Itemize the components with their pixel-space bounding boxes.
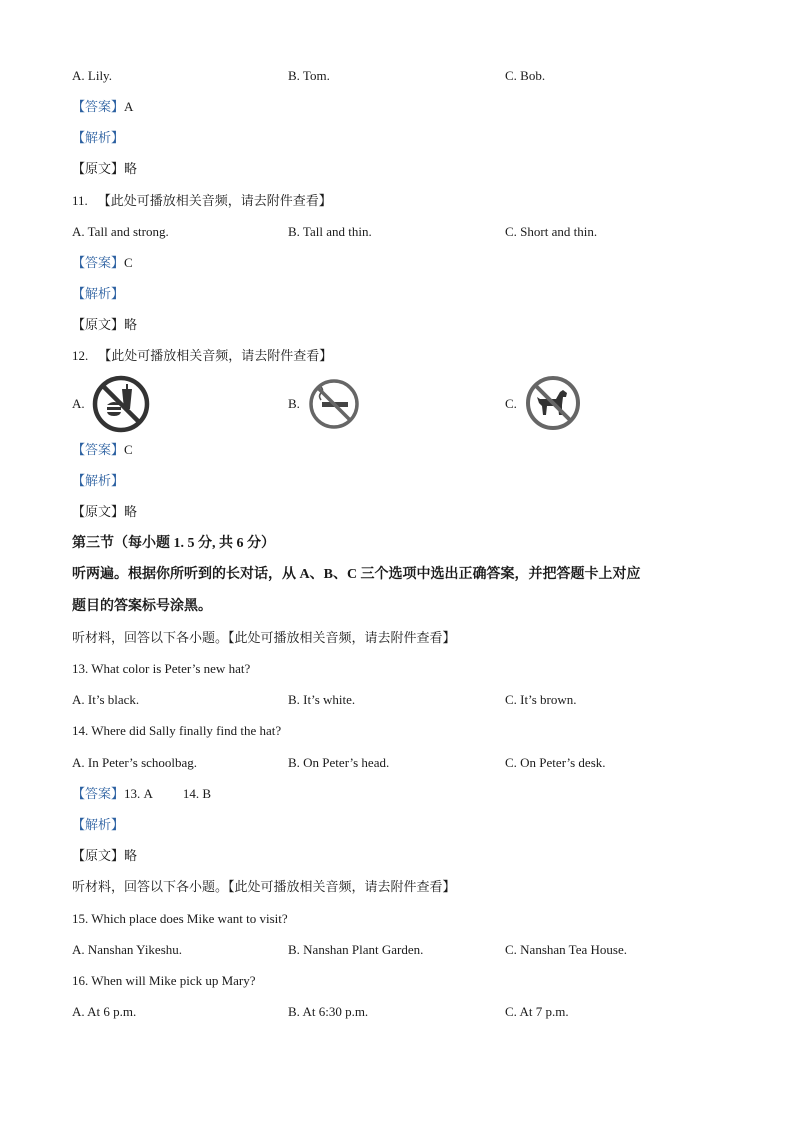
original-tag: 【原文】 xyxy=(72,317,125,332)
audio-prompt: 【此处可播放相关音频，请去附件查看】 xyxy=(97,193,332,208)
q13-option-b: B. It’s white. xyxy=(288,692,356,707)
group2-intro: 听材料，回答以下各小题。【此处可播放相关音频，请去附件查看】 xyxy=(72,879,456,894)
q11-prompt xyxy=(72,192,332,210)
q13-option-a: A. It’s black. xyxy=(72,692,140,707)
original-value: 略 xyxy=(124,848,138,863)
q15-text: 15. Which place does Mike want to visit? xyxy=(72,911,288,926)
answer-13: 13. A xyxy=(124,786,153,801)
no-food-drink-icon xyxy=(92,375,150,433)
q10-analysis: 【解析】 xyxy=(72,130,125,145)
q12-option-a-letter: A. xyxy=(72,396,85,411)
q10-option-a: A. Lily. xyxy=(72,68,112,83)
group1-analysis: 【解析】 xyxy=(72,817,125,832)
q11-option-b: B. Tall and thin. xyxy=(288,224,372,239)
q11-original xyxy=(72,316,137,334)
q16-option-a: A. At 6 p.m. xyxy=(72,1004,137,1019)
q12-option-b-letter: B. xyxy=(288,396,300,411)
q15-option-c: C. Nanshan Tea House. xyxy=(505,942,627,957)
q13-text: 13. What color is Peter’s new hat? xyxy=(72,661,251,676)
section3-instruction-line1: 听两遍。根据你所听到的长对话，从 A、B、C 三个选项中选出正确答案，并把答题卡上对应 xyxy=(72,567,641,582)
q14-option-c: C. On Peter’s desk. xyxy=(505,755,606,770)
question-number: 12. xyxy=(72,348,89,363)
q10-original xyxy=(72,160,137,178)
original-tag: 【原文】 xyxy=(72,848,125,863)
group1-intro: 听材料，回答以下各小题。【此处可播放相关音频，请去附件查看】 xyxy=(72,630,456,645)
answer-tag: 【答案】 xyxy=(72,786,125,801)
q12-prompt xyxy=(72,347,332,365)
q15-option-b: B. Nanshan Plant Garden. xyxy=(288,942,424,957)
answer-tag: 【答案】 xyxy=(72,442,125,457)
section3-instruction-line2: 题目的答案标号涂黑。 xyxy=(72,599,212,614)
q16-text: 16. When will Mike pick up Mary? xyxy=(72,973,256,988)
q11-option-c: C. Short and thin. xyxy=(505,224,598,239)
q16-option-c: C. At 7 p.m. xyxy=(505,1004,569,1019)
q10-answer xyxy=(72,98,133,116)
answer-tag: 【答案】 xyxy=(72,255,125,270)
q15-option-a: A. Nanshan Yikeshu. xyxy=(72,942,183,957)
q11-answer xyxy=(72,254,133,272)
no-smoking-icon xyxy=(308,378,360,430)
answer-value: C xyxy=(124,255,133,270)
original-tag: 【原文】 xyxy=(72,161,125,176)
q14-option-a: A. In Peter’s schoolbag. xyxy=(72,755,198,770)
audio-prompt: 【此处可播放相关音频，请去附件查看】 xyxy=(98,348,333,363)
q12-answer xyxy=(72,441,133,459)
original-tag: 【原文】 xyxy=(72,504,125,519)
q10-option-b: B. Tom. xyxy=(288,68,330,83)
q10-option-c: C. Bob. xyxy=(505,68,546,83)
q11-option-a: A. Tall and strong. xyxy=(72,224,169,239)
answer-value: A xyxy=(124,99,134,114)
answer-tag: 【答案】 xyxy=(72,99,125,114)
section3-title: 第三节（每小题 1. 5 分, 共 6 分） xyxy=(72,536,275,551)
original-value: 略 xyxy=(124,504,138,519)
question-number: 11. xyxy=(72,193,88,208)
answer-14: 14. B xyxy=(182,786,212,801)
original-value: 略 xyxy=(124,161,138,176)
answer-value: C xyxy=(124,442,133,457)
q13-option-c: C. It’s brown. xyxy=(505,692,577,707)
group1-original xyxy=(72,847,137,865)
group1-answer xyxy=(72,785,211,803)
no-dogs-icon xyxy=(525,375,581,431)
q12-original xyxy=(72,503,137,521)
q16-option-b: B. At 6:30 p.m. xyxy=(288,1004,369,1019)
q14-text: 14. Where did Sally finally find the hat? xyxy=(72,723,282,738)
q14-option-b: B. On Peter’s head. xyxy=(288,755,390,770)
original-value: 略 xyxy=(124,317,138,332)
q12-analysis: 【解析】 xyxy=(72,473,125,488)
q12-option-c-letter: C. xyxy=(505,396,517,411)
q11-analysis: 【解析】 xyxy=(72,286,125,301)
